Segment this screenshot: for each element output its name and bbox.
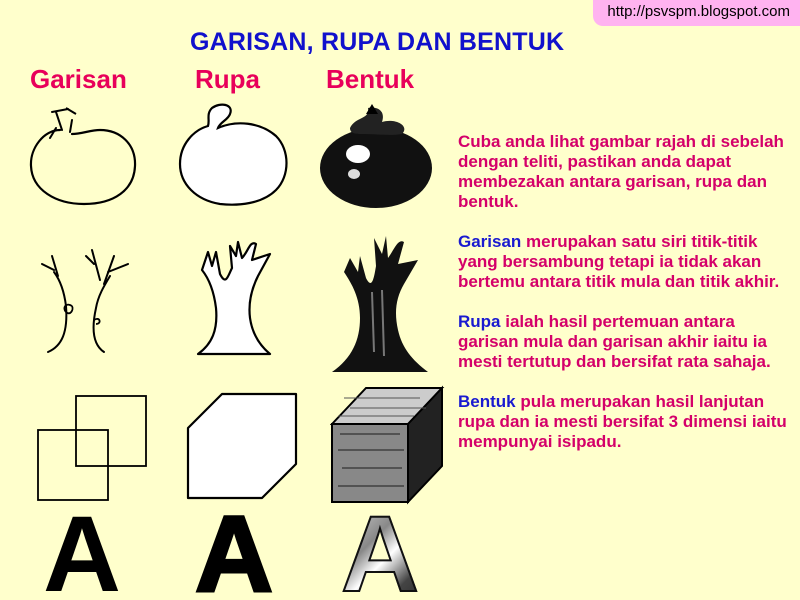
fruit-shape-illustration — [176, 100, 292, 208]
rupa-paragraph — [458, 312, 788, 372]
tree-outline-illustration — [34, 234, 134, 356]
bentuk-keyword: Bentuk — [458, 392, 516, 411]
hexagon-shape-illustration — [186, 390, 300, 502]
column-heading-rupa: Rupa — [195, 64, 260, 94]
rupa-definition: ialah hasil pertemuan antara garisan mula dan garisan akhir iaitu ia mesti tertutup dan bersifat rata sahaja. — [458, 312, 771, 371]
bentuk-definition: pula merupakan hasil lanjutan rupa dan ia mesti bersifat 3 dimensi iaitu mempunyai isipadu. — [458, 392, 787, 451]
tree-shape-illustration — [186, 232, 286, 358]
cube-3d-illustration — [330, 384, 446, 506]
column-heading-garisan: Garisan — [30, 64, 127, 94]
explanation-text-column — [458, 132, 788, 472]
bentuk-paragraph — [458, 392, 788, 452]
garisan-paragraph — [458, 232, 788, 292]
letter-a-shape: A — [195, 508, 273, 600]
fruit-3d-illustration — [316, 100, 434, 210]
tree-3d-illustration — [324, 232, 434, 374]
letter-a-outline: A — [43, 508, 121, 600]
garisan-definition: merupakan satu siri titik-titik yang bersambung tetapi ia tidak akan bertemu antara titik mula dan titik akhir. — [458, 232, 780, 291]
intro-paragraph: Cuba anda lihat gambar rajah di sebelah dengan teliti, pastikan anda dapat membezakan antara garisan, rupa dan bentuk. — [458, 132, 784, 211]
page-title: GARISAN, RUPA DAN BENTUK — [190, 28, 565, 56]
source-url-badge[interactable]: http://psvspm.blogspot.com — [593, 0, 800, 26]
letter-a-3d: A — [320, 508, 440, 600]
fruit-outline-illustration — [26, 104, 142, 208]
column-heading-bentuk: Bentuk — [326, 64, 415, 94]
squares-outline-illustration — [36, 394, 150, 504]
rupa-keyword: Rupa — [458, 312, 501, 331]
garisan-keyword: Garisan — [458, 232, 522, 251]
